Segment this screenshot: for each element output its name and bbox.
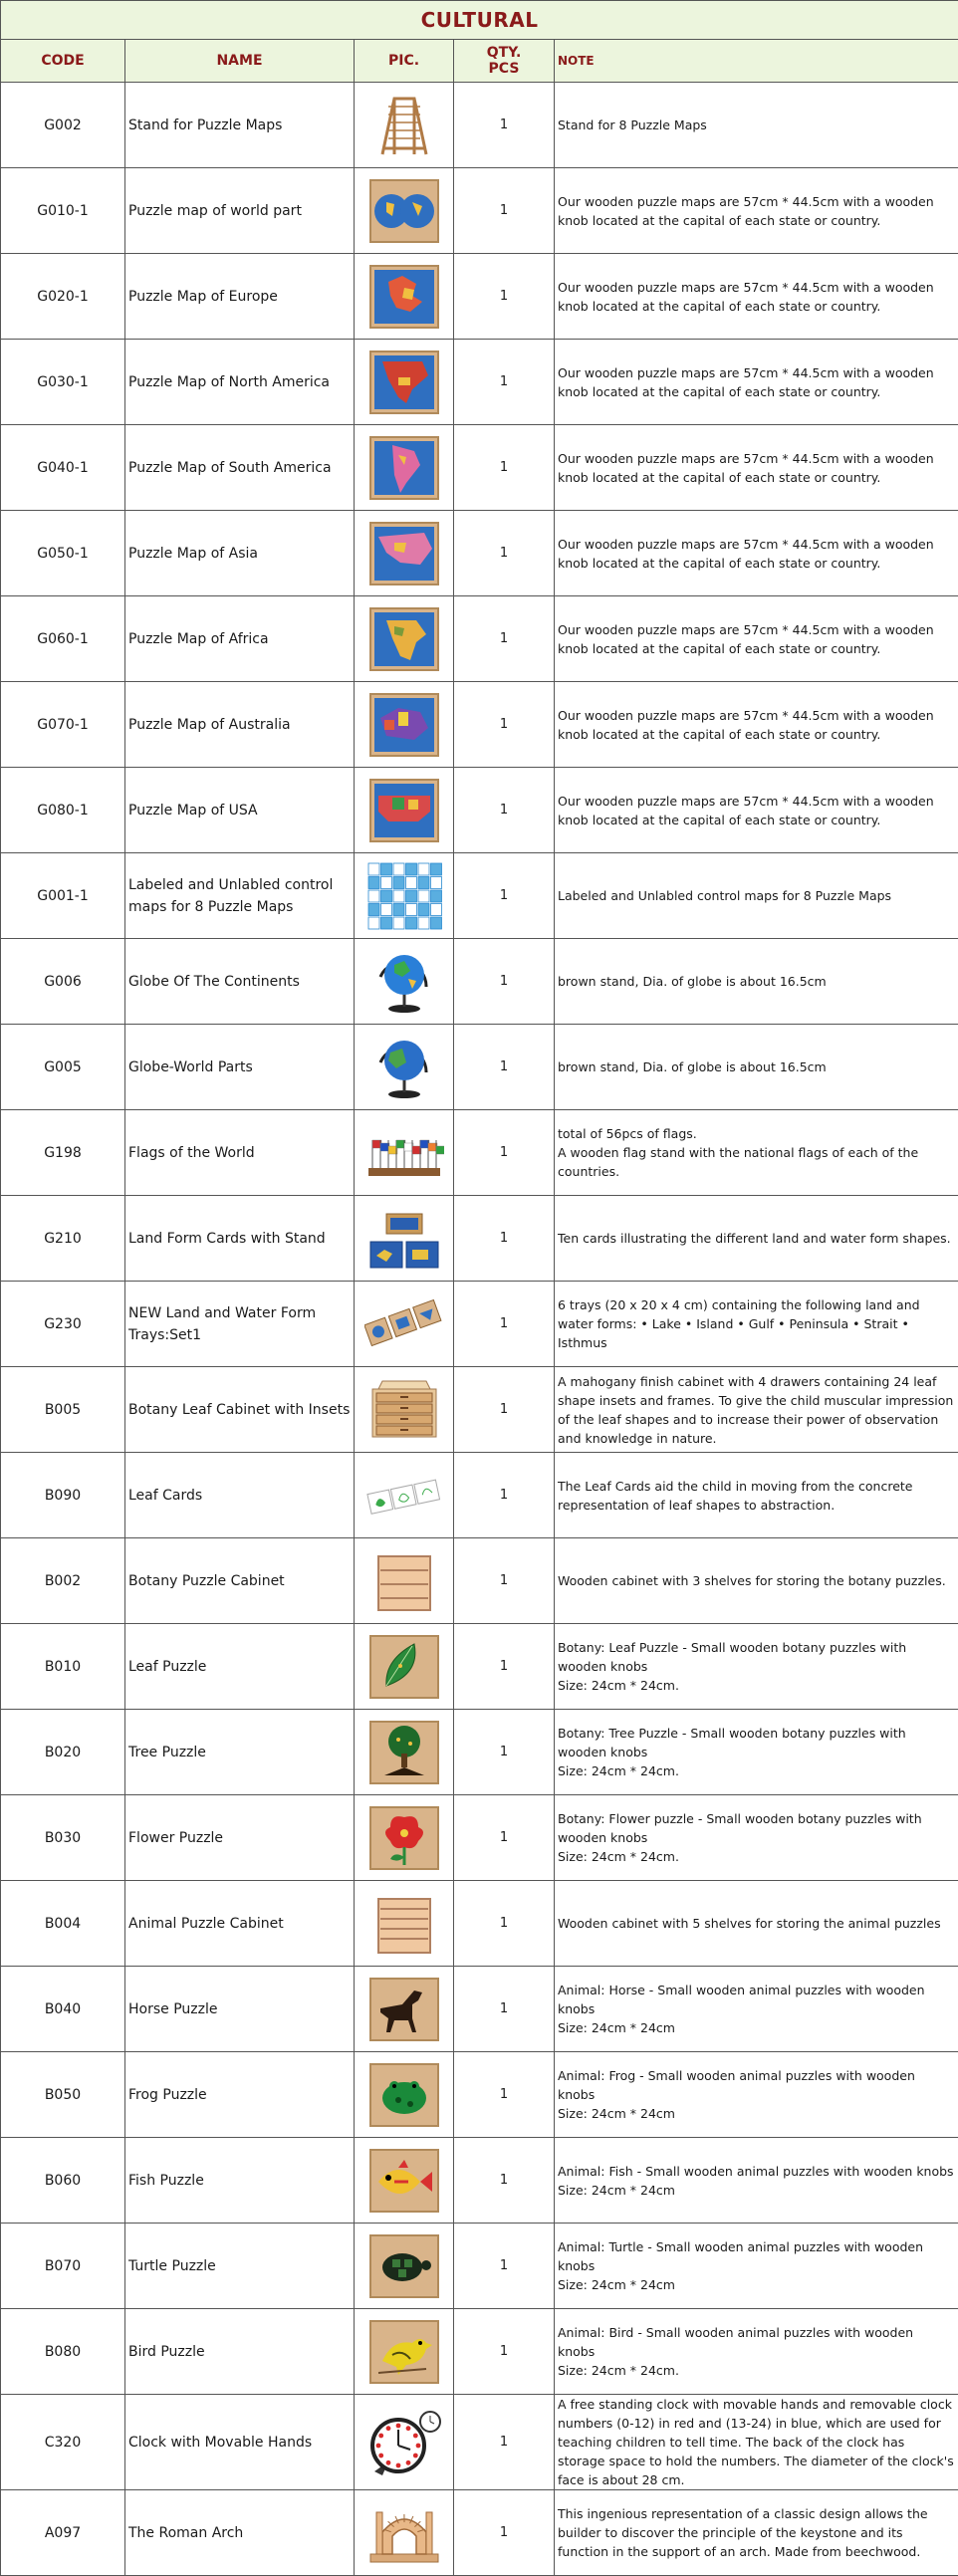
item-picture	[355, 254, 454, 340]
item-picture	[355, 1710, 454, 1795]
table-row	[1, 1538, 958, 1624]
item-name: The Roman Arch	[125, 2490, 355, 2576]
item-picture	[355, 2490, 454, 2576]
usa-map-icon	[364, 776, 444, 845]
item-code: B005	[1, 1367, 125, 1453]
item-code: B090	[1, 1453, 125, 1538]
item-name: Leaf Cards	[125, 1453, 355, 1538]
item-picture	[355, 511, 454, 596]
table-row	[1, 1110, 958, 1196]
item-qty: 1	[454, 2052, 555, 2138]
table-row	[1, 1025, 958, 1110]
item-code: B002	[1, 1538, 125, 1624]
item-name: Turtle Puzzle	[125, 2224, 355, 2309]
table-row	[1, 1282, 958, 1367]
item-picture	[355, 1196, 454, 1282]
item-note: Our wooden puzzle maps are 57cm * 44.5cm with a wooden knob located at the capital of each state or country.	[555, 254, 958, 340]
item-name: Flags of the World	[125, 1110, 355, 1196]
item-picture	[355, 2309, 454, 2395]
table-row	[1, 168, 958, 254]
item-qty: 1	[454, 1110, 555, 1196]
stand-icon	[364, 91, 444, 160]
world-map-icon	[364, 176, 444, 246]
item-picture	[355, 425, 454, 511]
table-row	[1, 1367, 958, 1453]
item-name: Fish Puzzle	[125, 2138, 355, 2224]
table-row	[1, 340, 958, 425]
africa-map-icon	[364, 604, 444, 674]
item-code: G001-1	[1, 853, 125, 939]
europe-map-icon	[364, 262, 444, 332]
item-qty: 1	[454, 2138, 555, 2224]
item-name: Botany Leaf Cabinet with Insets	[125, 1367, 355, 1453]
item-code: B070	[1, 2224, 125, 2309]
item-qty: 1	[454, 83, 555, 168]
table-row	[1, 511, 958, 596]
table-row	[1, 83, 958, 168]
item-name: Stand for Puzzle Maps	[125, 83, 355, 168]
item-code: B050	[1, 2052, 125, 2138]
item-code: G050-1	[1, 511, 125, 596]
table-row	[1, 425, 958, 511]
item-code: G006	[1, 939, 125, 1025]
header-note: NOTE	[555, 40, 958, 83]
item-qty: 1	[454, 1881, 555, 1967]
item-name: Labeled and Unlabled control maps for 8 Puzzle Maps	[125, 853, 355, 939]
item-note: Our wooden puzzle maps are 57cm * 44.5cm with a wooden knob located at the capital of each state or country.	[555, 425, 958, 511]
item-picture	[355, 1025, 454, 1110]
table-row	[1, 1967, 958, 2052]
flower-puzzle-icon	[364, 1803, 444, 1873]
item-picture	[355, 1967, 454, 2052]
item-name: Clock with Movable Hands	[125, 2395, 355, 2490]
item-picture	[355, 1453, 454, 1538]
table-row	[1, 2224, 958, 2309]
item-qty: 1	[454, 1795, 555, 1881]
item-name: Leaf Puzzle	[125, 1624, 355, 1710]
item-code: B060	[1, 2138, 125, 2224]
item-name: Puzzle map of world part	[125, 168, 355, 254]
leaf-cards-icon	[364, 1461, 444, 1530]
item-name: Puzzle Map of Asia	[125, 511, 355, 596]
item-picture	[355, 2138, 454, 2224]
item-picture	[355, 2395, 454, 2490]
table-row	[1, 939, 958, 1025]
item-code: G070-1	[1, 682, 125, 768]
item-code: G002	[1, 83, 125, 168]
item-code: B030	[1, 1795, 125, 1881]
globe-world-icon	[364, 1033, 444, 1102]
item-note: A free standing clock with movable hands and removable clock numbers (0-12) in red and (13-24) in blue, which are used for teaching children to tell time. The back of the clock has storage space to hold the numbers. The diameter of the clock's face is about 28 cm.	[555, 2395, 958, 2490]
item-name: Horse Puzzle	[125, 1967, 355, 2052]
item-note: The Leaf Cards aid the child in moving from the concrete representation of leaf shapes to abstraction.	[555, 1453, 958, 1538]
item-qty: 1	[454, 1967, 555, 2052]
frog-puzzle-icon	[364, 2060, 444, 2130]
item-code: B010	[1, 1624, 125, 1710]
table-row	[1, 1795, 958, 1881]
item-picture	[355, 1110, 454, 1196]
table-row	[1, 2490, 958, 2576]
item-qty: 1	[454, 596, 555, 682]
item-qty: 1	[454, 682, 555, 768]
item-note: Ten cards illustrating the different land and water form shapes.	[555, 1196, 958, 1282]
item-name: Animal Puzzle Cabinet	[125, 1881, 355, 1967]
turtle-puzzle-icon	[364, 2231, 444, 2301]
table-row	[1, 2052, 958, 2138]
item-code: A097	[1, 2490, 125, 2576]
item-name: Botany Puzzle Cabinet	[125, 1538, 355, 1624]
item-name: Land Form Cards with Stand	[125, 1196, 355, 1282]
item-note: Our wooden puzzle maps are 57cm * 44.5cm with a wooden knob located at the capital of each state or country.	[555, 596, 958, 682]
botany-cabinet-icon	[364, 1546, 444, 1616]
table-row	[1, 596, 958, 682]
north-america-map-icon	[364, 348, 444, 417]
item-note: Botany: Leaf Puzzle - Small wooden botany puzzles with wooden knobs Size: 24cm * 24cm.	[555, 1624, 958, 1710]
tree-puzzle-icon	[364, 1718, 444, 1787]
item-name: Globe Of The Continents	[125, 939, 355, 1025]
item-name: Puzzle Map of North America	[125, 340, 355, 425]
item-note: Our wooden puzzle maps are 57cm * 44.5cm with a wooden knob located at the capital of each state or country.	[555, 768, 958, 853]
item-name: Frog Puzzle	[125, 2052, 355, 2138]
table-row	[1, 1710, 958, 1795]
asia-map-icon	[364, 519, 444, 588]
clock-icon	[364, 2408, 444, 2477]
table-row	[1, 682, 958, 768]
australia-map-icon	[364, 690, 444, 760]
item-picture	[355, 1881, 454, 1967]
item-note: Our wooden puzzle maps are 57cm * 44.5cm with a wooden knob located at the capital of each state or country.	[555, 511, 958, 596]
item-qty: 1	[454, 254, 555, 340]
item-note: Wooden cabinet with 5 shelves for storing the animal puzzles	[555, 1881, 958, 1967]
item-code: G060-1	[1, 596, 125, 682]
header-pic: PIC.	[355, 40, 454, 83]
item-note: Animal: Fish - Small wooden animal puzzles with wooden knobs Size: 24cm * 24cm	[555, 2138, 958, 2224]
item-code: B080	[1, 2309, 125, 2395]
header-row	[1, 40, 958, 83]
item-qty: 1	[454, 511, 555, 596]
item-note: Animal: Frog - Small wooden animal puzzles with wooden knobs Size: 24cm * 24cm	[555, 2052, 958, 2138]
item-qty: 1	[454, 340, 555, 425]
south-america-map-icon	[364, 433, 444, 503]
item-note: A mahogany finish cabinet with 4 drawers containing 24 leaf shape insets and frames. To give the child muscular impression of the leaf shapes and to increase their power of observation and knowledge in nature.	[555, 1367, 958, 1453]
table-row	[1, 1624, 958, 1710]
item-code: G005	[1, 1025, 125, 1110]
item-picture	[355, 1367, 454, 1453]
item-note: Animal: Horse - Small wooden animal puzzles with wooden knobs Size: 24cm * 24cm	[555, 1967, 958, 2052]
item-qty: 1	[454, 1710, 555, 1795]
item-picture	[355, 682, 454, 768]
flags-icon	[364, 1118, 444, 1188]
table-row	[1, 2309, 958, 2395]
item-note: Animal: Turtle - Small wooden animal puzzles with wooden knobs Size: 24cm * 24cm	[555, 2224, 958, 2309]
item-picture	[355, 1282, 454, 1367]
item-qty: 1	[454, 2490, 555, 2576]
item-note: Our wooden puzzle maps are 57cm * 44.5cm with a wooden knob located at the capital of each state or country.	[555, 682, 958, 768]
item-picture	[355, 939, 454, 1025]
item-note: Labeled and Unlabled control maps for 8 Puzzle Maps	[555, 853, 958, 939]
leaf-puzzle-icon	[364, 1632, 444, 1702]
item-qty: 1	[454, 1538, 555, 1624]
item-note: Wooden cabinet with 3 shelves for storing the botany puzzles.	[555, 1538, 958, 1624]
item-code: G020-1	[1, 254, 125, 340]
item-qty: 1	[454, 2224, 555, 2309]
header-name: NAME	[125, 40, 355, 83]
item-qty: 1	[454, 425, 555, 511]
item-qty: 1	[454, 939, 555, 1025]
leaf-cabinet-icon	[364, 1375, 444, 1445]
animal-cabinet-icon	[364, 1889, 444, 1959]
item-code: G040-1	[1, 425, 125, 511]
water-trays-icon	[364, 1289, 444, 1359]
table-row	[1, 768, 958, 853]
item-picture	[355, 2052, 454, 2138]
item-note: total of 56pcs of flags. A wooden flag stand with the national flags of each of the countries.	[555, 1110, 958, 1196]
item-picture	[355, 768, 454, 853]
item-name: Puzzle Map of Africa	[125, 596, 355, 682]
table-row	[1, 1881, 958, 1967]
item-qty: 1	[454, 2395, 555, 2490]
item-qty: 1	[454, 1367, 555, 1453]
item-note: Our wooden puzzle maps are 57cm * 44.5cm with a wooden knob located at the capital of each state or country.	[555, 168, 958, 254]
item-qty: 1	[454, 853, 555, 939]
header-code: CODE	[1, 40, 125, 83]
item-qty: 1	[454, 1025, 555, 1110]
sheet-title: CULTURAL	[1, 1, 958, 40]
item-code: C320	[1, 2395, 125, 2490]
item-picture	[355, 168, 454, 254]
item-picture	[355, 340, 454, 425]
bird-puzzle-icon	[364, 2317, 444, 2387]
item-name: Puzzle Map of Australia	[125, 682, 355, 768]
item-note: Our wooden puzzle maps are 57cm * 44.5cm with a wooden knob located at the capital of each state or country.	[555, 340, 958, 425]
table-row	[1, 2395, 958, 2490]
table-row	[1, 254, 958, 340]
item-picture	[355, 83, 454, 168]
item-picture	[355, 1795, 454, 1881]
item-qty: 1	[454, 1282, 555, 1367]
item-name: Globe-World Parts	[125, 1025, 355, 1110]
item-note: brown stand, Dia. of globe is about 16.5cm	[555, 939, 958, 1025]
item-name: NEW Land and Water Form Trays:Set1	[125, 1282, 355, 1367]
item-note: Animal: Bird - Small wooden animal puzzles with wooden knobs Size: 24cm * 24cm.	[555, 2309, 958, 2395]
item-note: Stand for 8 Puzzle Maps	[555, 83, 958, 168]
item-qty: 1	[454, 1453, 555, 1538]
item-qty: 1	[454, 768, 555, 853]
item-name: Puzzle Map of USA	[125, 768, 355, 853]
item-code: G030-1	[1, 340, 125, 425]
header-qty: QTY. PCS	[454, 40, 555, 83]
item-code: G230	[1, 1282, 125, 1367]
item-picture	[355, 2224, 454, 2309]
item-note: This ingenious representation of a classic design allows the builder to discover the principle of the keystone and its function in the support of an arch. Made from beechwood.	[555, 2490, 958, 2576]
item-code: G010-1	[1, 168, 125, 254]
item-note: 6 trays (20 x 20 x 4 cm) containing the following land and water forms: • Lake • Island • Gulf • Peninsula • Strait • Isthmus	[555, 1282, 958, 1367]
control-maps-icon	[364, 861, 444, 931]
item-note: brown stand, Dia. of globe is about 16.5cm	[555, 1025, 958, 1110]
item-qty: 1	[454, 168, 555, 254]
item-qty: 1	[454, 1196, 555, 1282]
table-row	[1, 1196, 958, 1282]
item-name: Bird Puzzle	[125, 2309, 355, 2395]
item-code: G080-1	[1, 768, 125, 853]
table-row	[1, 1453, 958, 1538]
item-note: Botany: Tree Puzzle - Small wooden botany puzzles with wooden knobs Size: 24cm * 24cm.	[555, 1710, 958, 1795]
item-code: B004	[1, 1881, 125, 1967]
globe-icon	[364, 947, 444, 1017]
title-row	[1, 1, 958, 40]
item-qty: 1	[454, 1624, 555, 1710]
table-row	[1, 853, 958, 939]
roman-arch-icon	[364, 2498, 444, 2568]
table-row	[1, 2138, 958, 2224]
item-name: Tree Puzzle	[125, 1710, 355, 1795]
fish-puzzle-icon	[364, 2146, 444, 2216]
item-name: Puzzle Map of South America	[125, 425, 355, 511]
item-name: Puzzle Map of Europe	[125, 254, 355, 340]
item-code: B020	[1, 1710, 125, 1795]
item-name: Flower Puzzle	[125, 1795, 355, 1881]
item-picture	[355, 853, 454, 939]
item-note: Botany: Flower puzzle - Small wooden botany puzzles with wooden knobs Size: 24cm * 24cm.	[555, 1795, 958, 1881]
item-code: G198	[1, 1110, 125, 1196]
item-code: B040	[1, 1967, 125, 2052]
item-picture	[355, 1624, 454, 1710]
item-code: G210	[1, 1196, 125, 1282]
item-picture	[355, 1538, 454, 1624]
item-qty: 1	[454, 2309, 555, 2395]
land-cards-icon	[364, 1204, 444, 1274]
item-picture	[355, 596, 454, 682]
horse-puzzle-icon	[364, 1975, 444, 2044]
